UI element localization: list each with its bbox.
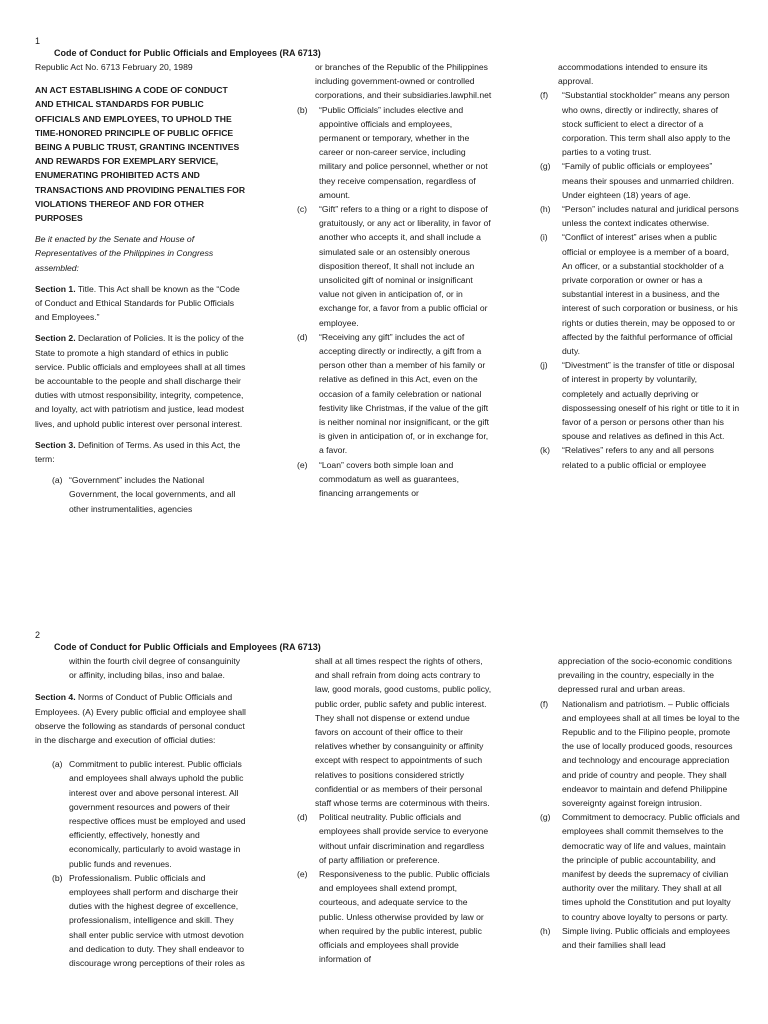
page-title: Code of Conduct for Public Officials and Employees (RA 6713)	[54, 642, 321, 652]
column-2	[297, 60, 493, 500]
item-label: (d)	[297, 331, 308, 342]
continued-text: shall at all times respect the rights of others, and shall refrain from doing acts contrary to law, good morals, good customs, public policy, public order, public safety and public interest. They shall not dispense or extend undue favors on account of their office to their relatives whether by consanguinity or affinity except with respect to appointments of such relatives to positions considered strictly confidential or as members of their personal staff whose terms are coterminous with theirs.	[315, 656, 492, 809]
norm-item	[540, 810, 740, 924]
norm-item	[540, 697, 740, 811]
item-text: Professionalism. Public officials and employees shall perform and discharge their duties with the highest degree of excellence, professionalism, intelligence and skill. They shall enter public service with utmost devotion and dedication to duty. They shall endeavor to discourage wrong perceptions of their roles as	[69, 872, 245, 969]
item-label: (a)	[52, 759, 63, 770]
definition-item	[540, 358, 740, 443]
section-text: Title. This Act shall be known as the “Code of Conduct and Ethical Standards for Public Officials and Employees.”	[35, 283, 240, 323]
definition-item	[297, 103, 493, 202]
item-label: (e)	[297, 869, 308, 880]
item-label: (a)	[52, 475, 63, 486]
item-text: “Loan” covers both simple loan and commodatum as well as guarantees, financing arrangements or	[319, 459, 459, 499]
page-number: 1	[35, 36, 41, 46]
item-label: (j)	[540, 360, 548, 371]
section-label: Section 4.	[35, 692, 76, 703]
item-text: “Divestment” is the transfer of title or disposal of interest in property by voluntarily, completely and actually depriving or dispossessing oneself of his right or title to it in favor of a person or persons other than his spouse and relatives as defined in this Act.	[562, 360, 740, 442]
norm-item	[35, 757, 247, 871]
definition-item	[540, 88, 740, 159]
definition-item	[540, 159, 740, 202]
item-text: “Family of public officials or employees” means their spouses and unmarried children. Under eighteen (18) years of age.	[562, 161, 734, 200]
item-label: (f)	[540, 698, 549, 709]
column-1	[35, 654, 247, 970]
norm-item	[297, 867, 493, 966]
definition-item	[35, 473, 247, 516]
item-label: (h)	[540, 204, 551, 215]
item-text: Commitment to democracy. Public officials and employees shall commit themselves to the democratic way of life and values, maintain the principle of public accountability, and manifest by deeds the supremacy of civilian authority over the military. They shall at all times uphold the Constitution and put loyalty to country above loyalty to persons or party.	[562, 812, 740, 922]
item-text: “Conflict of interest” arises when a public official or employee is a member of a board, An officer, or a substantial stockholder of a private corporation or owner or has a substantial interest in a business, and the interest of such corporation or business, or his rights or duties therein, may be opposed to or affected by the faithful performance of official duty.	[562, 232, 738, 357]
item-text: Political neutrality. Public officials and employees shall provide service to everyone without unfair discrimination and regardless of party affiliation or preference.	[319, 812, 489, 865]
definition-item	[297, 202, 493, 330]
item-text: “Public Officials” includes elective and appointive officials and employees, permanent or temporary, whether in the career or non-career service, including military and police personnel, whether or not they receive compensation, regardless of amount.	[319, 104, 488, 200]
definition-item	[540, 230, 740, 358]
item-text: Responsiveness to the public. Public officials and employees shall extend prompt, courteous, and adequate service to the public. Unless otherwise provided by law or when required by the public interest, public officials and employees shall provide information of	[319, 869, 490, 965]
section-2	[35, 331, 247, 430]
item-text: “Government” includes the National Government, the local governments, and all other instrumentalities, agencies	[69, 475, 236, 514]
item-label: (k)	[540, 445, 551, 456]
item-label: (f)	[540, 90, 549, 101]
column-3	[540, 60, 740, 472]
definition-item	[297, 458, 493, 501]
item-text: “Substantial stockholder” means any person who owns, directly or indirectly, shares of stock sufficient to elect a director of a corporation. This term shall also apply to the parties to a voting trust.	[562, 90, 731, 158]
section-text: Declaration of Policies. It is the policy of the State to promote a high standard of ethics in public service. Public officials and employees shall at all times be accountable to the people and shall discharge their duties with utmost responsibility, integrity, competence, and loyalty, act with patriotism and justice, lead modest lives, and uphold public interest over personal interest.	[35, 333, 246, 429]
ra-line: Republic Act No. 6713 February 20, 1989	[35, 62, 193, 72]
item-label: (d)	[297, 812, 308, 823]
section-1	[35, 282, 247, 325]
norm-item	[297, 810, 493, 867]
section-4	[35, 690, 247, 747]
item-label: (g)	[540, 812, 551, 823]
continued-text: or branches of the Republic of the Philippines including government-owned or controlled corporations, and their subsidiaries.lawphil.net	[315, 62, 492, 101]
continued-text: appreciation of the socio-economic conditions prevailing in the country, especially in the depressed rural and urban areas.	[558, 656, 732, 695]
item-text: “Person” includes natural and juridical persons unless the context indicates otherwise.	[562, 204, 739, 229]
item-text: “Relatives” refers to any and all persons related to a public official or employee	[562, 445, 714, 470]
document-page-2	[0, 624, 768, 1024]
item-text: Commitment to public interest. Public officials and employees shall always uphold the public interest over and above personal interest. All government resources and powers of their respective offices must be employed and used efficiently, effectively, honestly and economically, particularly to avoid wastage in public funds and revenues.	[69, 759, 246, 869]
section-text: Norms of Conduct of Public Officials and Employees. (A) Every public official and employee shall observe the following as standards of personal conduct in the discharge and execution of official duties:	[35, 692, 246, 746]
column-3	[540, 654, 740, 952]
column-1	[35, 60, 247, 516]
definition-item	[540, 443, 740, 471]
item-text: Simple living. Public officials and employees and their families shall lead	[562, 925, 730, 951]
continued-text: accommodations intended to ensure its approval.	[558, 62, 708, 87]
item-text: Nationalism and patriotism. – Public officials and employees shall at all times be loyal to the Republic and to the Filipino people, promote the use of locally produced goods, resources and technology and encourage appreciation and pride of country and people. They shall endeavor to maintain and defend Philippine sovereignty against foreign intrusion.	[562, 698, 740, 809]
item-label: (b)	[52, 872, 63, 883]
section-label: Section 2.	[35, 333, 76, 344]
act-heading: AN ACT ESTABLISHING A CODE OF CONDUCT AND ETHICAL STANDARDS FOR PUBLIC OFFICIALS AND EMPLOYEES, TO UPHOLD THE TIME-HONORED PRINCIPLE OF PUBLIC OFFICE BEING A PUBLIC TRUST, GRANTING INCENTIVES AND REWARDS FOR EXEMPLARY SERVICE, ENUMERATING PROHIBITED ACTS AND TRANSACTIONS AND PROVIDING PENALTIES FOR VIOLATIONS THEREOF AND FOR OTHER PURPOSES	[35, 85, 246, 224]
item-label: (b)	[297, 104, 308, 115]
item-text: “Gift” refers to a thing or a right to dispose of gratuitously, or any act or liberality, in favor of another who accepts it, and shall include a simulated sale or an ostensibly onerous disposition thereof, It shall not include an unsolicited gift of nominal or insignificant value not given in anticipation of, or in exchange for, a favor from a public official or employee.	[319, 204, 491, 328]
section-label: Section 1.	[35, 283, 76, 294]
column-2	[297, 654, 493, 966]
enacting-clause: Be it enacted by the Senate and House of Representatives of the Philippines in Congress assembled:	[35, 234, 214, 273]
page-number: 2	[35, 630, 41, 640]
section-3	[35, 438, 247, 466]
item-text: “Receiving any gift” includes the act of accepting directly or indirectly, a gift from a person other than a member of his family or relative as defined in this Act, even on the occasion of a family celebration or national festivity like Christmas, if the value of the gift is neither nominal nor insignificant, or the gift is given in anticipation of, or in exchange for, a favor.	[319, 331, 490, 456]
item-label: (c)	[297, 204, 308, 215]
continued-text: within the fourth civil degree of consanguinity or affinity, including bilas, inso and balae.	[69, 656, 241, 681]
definition-item	[297, 330, 493, 458]
section-label: Section 3.	[35, 439, 76, 450]
definition-item	[540, 202, 740, 230]
item-label: (i)	[540, 232, 548, 243]
page-title: Code of Conduct for Public Officials and Employees (RA 6713)	[54, 48, 321, 58]
norm-item	[35, 871, 247, 970]
section-text: Definition of Terms. As used in this Act, the term:	[35, 439, 241, 465]
item-label: (e)	[297, 459, 308, 470]
item-label: (g)	[540, 161, 551, 172]
norm-item	[540, 924, 740, 952]
item-label: (h)	[540, 925, 551, 936]
